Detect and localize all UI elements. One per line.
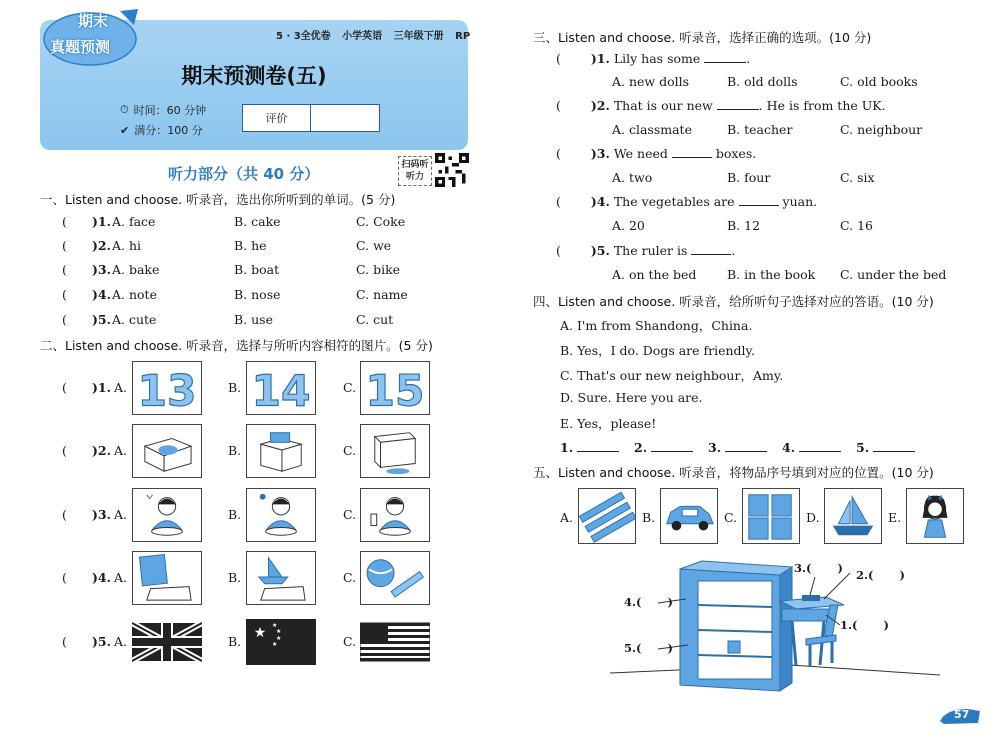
s1-question-2 [62, 238, 462, 256]
s4-answer-a: A. I'm from Shandong，China. [560, 318, 753, 333]
answer-slot[interactable]: ( [62, 214, 67, 229]
callout-5 [624, 641, 673, 655]
callout-close: ) [667, 641, 673, 655]
boy-eating-picture-a[interactable] [132, 488, 202, 542]
callout-close: ) [899, 568, 905, 582]
callout-label: 3.( [794, 561, 812, 575]
box-under-picture[interactable] [360, 424, 430, 478]
option-c: C. we [356, 238, 392, 253]
series-grade: 三年级下册 [393, 31, 444, 42]
svg-text:★: ★ [276, 635, 282, 642]
s2-question-5 [62, 615, 442, 671]
question-stem-start: The ruler is [613, 243, 688, 258]
s3-q5-option-b: B. in the book [727, 267, 816, 282]
number-14-digits: 14 [251, 366, 311, 414]
clock-icon: ⏱ [120, 103, 129, 116]
option-c: C. name [356, 287, 408, 302]
s3-q4-option-a: A. 20 [612, 218, 645, 233]
fill-in-blank[interactable] [672, 157, 712, 158]
fill-in-blank[interactable] [873, 451, 915, 452]
option-a-label: A. [114, 507, 128, 522]
question-number: )4. [92, 287, 111, 302]
blank-number: 3. [708, 440, 722, 455]
s4-answer-e: E. Yes，please! [560, 416, 657, 431]
section-4-title: 四、Listen and choose. 听录音，给所听句子选择对应的答语。(10 分) [533, 294, 934, 309]
answer-slot[interactable]: ( [62, 570, 67, 585]
option-b-label: B. [228, 634, 242, 649]
question-stem-start: We need [613, 146, 668, 161]
option-b: B. use [234, 312, 273, 327]
s3-q2-option-b: B. teacher [727, 122, 793, 137]
option-c-label: C. [343, 380, 357, 395]
uk-flag-picture[interactable] [132, 615, 202, 669]
callout-label: 4.( [624, 595, 642, 609]
option-a: A. bake [112, 262, 160, 277]
fill-in-blank[interactable] [577, 451, 619, 452]
s3-question-3 [556, 146, 756, 161]
answer-slot[interactable]: ( [556, 98, 561, 113]
svg-text:★: ★ [272, 641, 278, 648]
series-subject: 小学英语 [342, 31, 383, 42]
s3-q5-option-a: A. on the bed [612, 267, 697, 282]
s3-q4-option-c: C. 16 [840, 218, 873, 233]
question-stem-end: yuan. [782, 194, 818, 209]
question-stem-end: . He is from the UK. [758, 98, 886, 113]
usa-flag-picture[interactable] [360, 615, 430, 669]
s2-question-2 [62, 424, 442, 480]
option-c-label: C. [343, 634, 357, 649]
check-icon: ✔ [120, 123, 130, 137]
section-2-title: 二、Listen and choose. 听录音，选择与所听内容相符的图片。(5 分) [40, 338, 433, 353]
s4-blank-4 [782, 440, 841, 455]
section-1-title: 一、Listen and choose. 听录音，选出你所听到的单词。(5 分) [40, 192, 396, 207]
option-c: C. Coke [356, 214, 406, 229]
number-14-picture[interactable] [246, 361, 316, 415]
option-b: B. he [234, 238, 267, 253]
scan-label: 扫码听听力 [398, 156, 432, 186]
toy-car-picture[interactable] [660, 488, 718, 544]
callout-1 [840, 618, 889, 632]
boy-eating-picture-b[interactable] [246, 488, 316, 542]
option-b: B. boat [234, 262, 280, 277]
option-c: C. bike [356, 262, 401, 277]
s1-question-1 [62, 214, 462, 232]
blank-number: 1. [560, 440, 574, 455]
answer-slot[interactable]: ( [62, 312, 67, 327]
number-15-picture[interactable] [360, 361, 430, 415]
question-number: )3. [92, 507, 111, 522]
question-number: )1. [92, 214, 111, 229]
svg-text:★: ★ [253, 625, 267, 641]
option-b-label: B. [228, 507, 242, 522]
question-stem-end: . [731, 243, 736, 258]
s3-q4-option-b: B. 12 [727, 218, 761, 233]
number-13-digits: 13 [137, 366, 197, 414]
s3-q1-option-c: C. old books [840, 74, 918, 89]
time-label: 时间：60 分钟 [133, 104, 207, 117]
fill-in-blank[interactable] [739, 205, 779, 206]
question-number: )3. [590, 146, 610, 161]
s2-question-4 [62, 551, 442, 607]
callout-close: ) [883, 618, 889, 632]
callout-3 [794, 561, 843, 575]
series-edition: RP [455, 31, 471, 42]
score-row [120, 122, 203, 138]
option-a: A. cute [112, 312, 157, 327]
callout-2 [856, 568, 905, 582]
s3-q2-option-a: A. classmate [612, 122, 692, 137]
answer-slot[interactable]: ( [62, 238, 67, 253]
china-flag-picture[interactable] [246, 615, 316, 669]
s2-question-3 [62, 488, 442, 544]
option-b-label: B. [228, 570, 242, 585]
answer-slot[interactable]: ( [556, 243, 561, 258]
fill-in-blank[interactable] [725, 451, 767, 452]
section-3-title: 三、Listen and choose. 听录音，选择正确的选项。(10 分) [533, 30, 872, 45]
item-a-label: A. [560, 510, 574, 525]
answer-slot[interactable]: ( [556, 51, 561, 66]
s4-blank-1 [560, 440, 619, 455]
badge-line-1: 期末 [78, 12, 109, 30]
s3-q3-option-b: B. four [727, 170, 771, 185]
blank-number: 2. [634, 440, 648, 455]
answer-slot[interactable]: ( [62, 634, 67, 649]
box-on-picture[interactable] [246, 424, 316, 478]
question-number: )1. [92, 380, 111, 395]
blank-number: 4. [782, 440, 796, 455]
toy-boat-picture[interactable] [824, 488, 882, 544]
item-b-label: B. [642, 510, 656, 525]
s4-blank-5 [856, 440, 915, 455]
answer-slot[interactable]: ( [62, 287, 67, 302]
question-number: )4. [590, 194, 610, 209]
fill-in-blank[interactable] [717, 109, 759, 110]
option-b-label: B. [228, 443, 242, 458]
item-c-label: C. [724, 510, 738, 525]
box-in-picture[interactable] [132, 424, 202, 478]
s4-answer-c: C. That's our new neighbour，Amy. [560, 368, 784, 383]
item-d-label: D. [806, 510, 820, 525]
s3-q1-option-b: B. old dolls [727, 74, 798, 89]
option-a-label: A. [114, 380, 128, 395]
number-15-digits: 15 [365, 366, 425, 414]
s2-question-1 [62, 361, 442, 417]
s3-q3-option-c: C. six [840, 170, 875, 185]
fill-in-blank[interactable] [651, 451, 693, 452]
answer-slot[interactable]: ( [62, 262, 67, 277]
gift-box-icon [728, 641, 740, 653]
page-title: 期末预测卷(五) [181, 64, 327, 88]
s4-answer-d: D. Sure. Here you are. [560, 390, 703, 405]
time-row [120, 102, 206, 118]
badge-line-2: 真题预测 [50, 38, 111, 56]
fill-in-blank[interactable] [704, 62, 746, 63]
boy-eating-picture-c[interactable] [360, 488, 430, 542]
s1-question-5 [62, 312, 462, 330]
s3-question-5 [556, 243, 735, 258]
s4-answer-b: B. Yes，I do. Dogs are friendly. [560, 343, 755, 358]
page-number: 57 [954, 708, 970, 721]
s1-question-3 [62, 262, 462, 280]
answer-slot[interactable]: ( [62, 380, 67, 395]
callout-4 [624, 595, 673, 609]
question-number: )5. [92, 312, 111, 327]
option-b: B. cake [234, 214, 281, 229]
question-number: )5. [92, 634, 111, 649]
option-a: A. hi [112, 238, 142, 253]
s3-q1-option-a: A. new dolls [612, 74, 690, 89]
fill-in-blank[interactable] [799, 451, 841, 452]
question-number: )2. [92, 238, 111, 253]
question-number: )4. [92, 570, 111, 585]
series-name: 5 · 3全优卷 [276, 31, 331, 42]
s3-q5-option-c: C. under the bed [840, 267, 947, 282]
callout-label: 2.( [856, 568, 874, 582]
answer-slot[interactable]: ( [556, 194, 561, 209]
s3-q3-option-a: A. two [612, 170, 653, 185]
svg-text:★: ★ [272, 622, 278, 629]
question-number: )5. [590, 243, 610, 258]
callout-label: 5.( [624, 641, 642, 655]
evaluation-box [242, 104, 380, 132]
s4-blank-2 [634, 440, 693, 455]
option-b: B. nose [234, 287, 281, 302]
listening-section-title: 听力部分（共 40 分） [168, 165, 320, 183]
question-number: )2. [590, 98, 610, 113]
s3-question-2 [556, 98, 886, 113]
s1-question-4 [62, 287, 462, 305]
book-picture[interactable] [132, 551, 202, 605]
books-picture[interactable] [742, 488, 800, 544]
question-stem-start: That is our new [613, 98, 713, 113]
option-c-label: C. [343, 443, 357, 458]
question-stem-start: Lily has some [613, 51, 701, 66]
score-label: 满分：100 分 [134, 124, 203, 137]
blank-number: 5. [856, 440, 870, 455]
option-b-label: B. [228, 380, 242, 395]
callout-close: ) [667, 595, 673, 609]
pencil-box-icon [802, 595, 820, 601]
answer-slot[interactable]: ( [62, 507, 67, 522]
option-c: C. cut [356, 312, 394, 327]
boat-picture[interactable] [246, 551, 316, 605]
question-number: )3. [92, 262, 111, 277]
qr-code-icon[interactable] [435, 153, 469, 187]
option-c-label: C. [343, 570, 357, 585]
ball-and-ruler-picture[interactable] [360, 551, 430, 605]
answer-slot[interactable]: ( [556, 146, 561, 161]
option-a-label: A. [114, 443, 128, 458]
rulers-picture[interactable] [578, 488, 636, 544]
svg-text:★: ★ [276, 628, 282, 635]
series-label [276, 27, 478, 42]
option-a-label: A. [114, 634, 128, 649]
number-13-picture[interactable] [132, 361, 202, 415]
question-stem-start: The vegetables are [613, 194, 735, 209]
question-stem-end: . [746, 51, 751, 66]
s5-items [560, 488, 970, 546]
doll-picture[interactable] [906, 488, 964, 544]
s3-q2-option-c: C. neighbour [840, 122, 923, 137]
option-a: A. face [112, 214, 156, 229]
evaluation-label: 评价 [243, 105, 311, 131]
answer-slot[interactable]: ( [62, 443, 67, 458]
callout-close: ) [837, 561, 843, 575]
fill-in-blank[interactable] [691, 254, 731, 255]
section-5-title: 五、Listen and choose. 听录音，将物品序号填到对应的位置。(10 分) [533, 465, 934, 480]
question-number: )1. [590, 51, 610, 66]
callout-label: 1.( [840, 618, 858, 632]
option-a-label: A. [114, 570, 128, 585]
question-number: )2. [92, 443, 111, 458]
s3-question-1 [556, 51, 750, 66]
s3-question-4 [556, 194, 817, 209]
item-e-label: E. [888, 510, 902, 525]
s4-blank-3 [708, 440, 767, 455]
option-a: A. note [112, 287, 157, 302]
option-c-label: C. [343, 507, 357, 522]
evaluation-field[interactable] [311, 105, 379, 131]
question-stem-end: boxes. [715, 146, 757, 161]
